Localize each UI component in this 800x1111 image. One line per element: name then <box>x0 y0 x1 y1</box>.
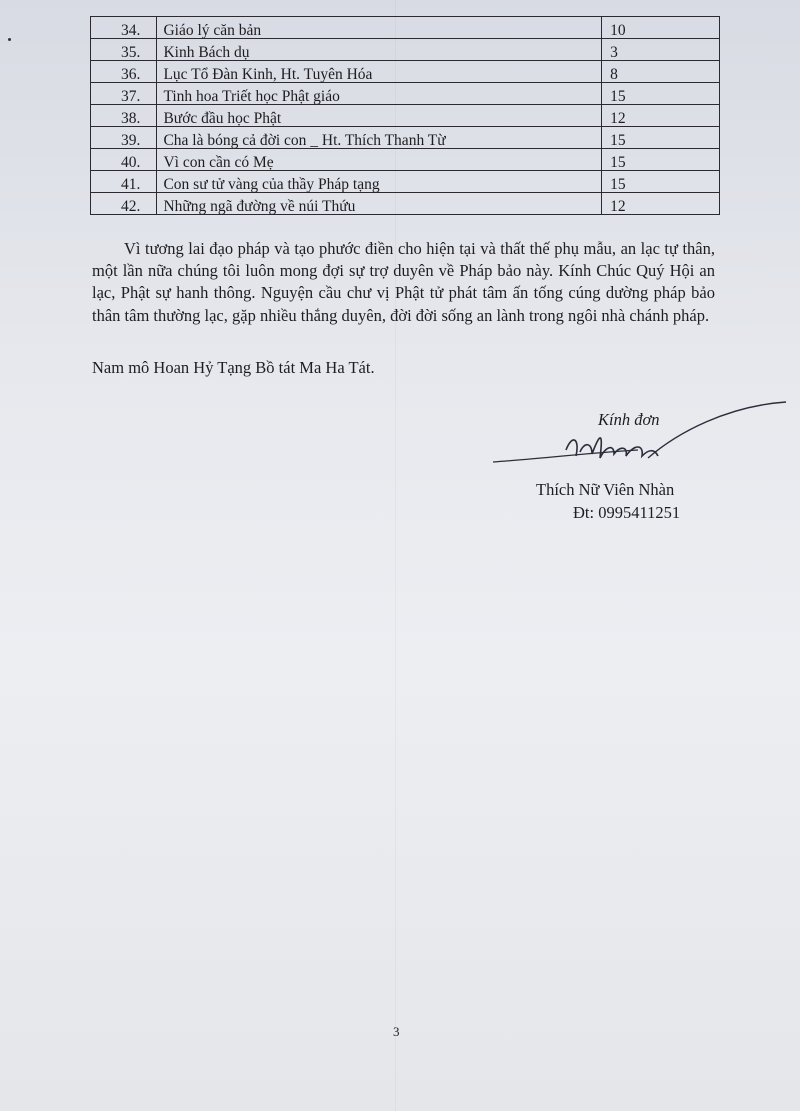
table-row <box>91 127 720 149</box>
table-row <box>91 171 720 193</box>
row-number: 40. <box>91 149 157 171</box>
page-number: 3 <box>393 1024 400 1039</box>
table-row <box>91 83 720 105</box>
book-list-table <box>90 16 720 215</box>
book-quantity: 15 <box>602 149 720 171</box>
book-quantity: 12 <box>602 193 720 215</box>
row-number: 38. <box>91 105 157 127</box>
row-number: 36. <box>91 61 157 83</box>
closing-line: Nam mô Hoan Hỷ Tạng Bồ tát Ma Ha Tát. <box>92 358 375 377</box>
row-number: 39. <box>91 127 157 149</box>
book-quantity: 10 <box>602 17 720 39</box>
book-title: Con sư tử vàng của thầy Pháp tạng <box>157 171 602 193</box>
book-title: Kinh Bách dụ <box>157 39 602 61</box>
table-row <box>91 61 720 83</box>
table-row <box>91 193 720 215</box>
row-number: 41. <box>91 171 157 193</box>
paper-mark <box>8 38 11 41</box>
body-paragraph: Vì tương lai đạo pháp và tạo phước điền cho hiện tại và thất thế phụ mẫu, an lạc tự thân, một lần nữa chúng tôi luôn mong đợi sự trợ duyên về Pháp bảo này. Kính Chúc Quý Hội an lạc, Phật sự hanh thông. Nguyện cầu chư vị Phật tử phát tâm ấn tống cúng dường pháp bảo thân tâm thường lạc, gặp nhiều thắng duyên, đời đời sống an lành trong ngôi nhà chánh pháp. <box>92 239 715 325</box>
book-quantity: 12 <box>602 105 720 127</box>
book-quantity: 15 <box>602 171 720 193</box>
handwritten-signature <box>488 392 788 472</box>
book-quantity: 8 <box>602 61 720 83</box>
table-row <box>91 17 720 39</box>
book-title: Bước đầu học Phật <box>157 105 602 127</box>
table-row <box>91 105 720 127</box>
book-title: Lục Tổ Đàn Kinh, Ht. Tuyên Hóa <box>157 61 602 83</box>
book-title: Cha là bóng cả đời con _ Ht. Thích Thanh Từ <box>157 127 602 149</box>
signer-name: Thích Nữ Viên Nhàn <box>536 480 675 499</box>
book-title: Tinh hoa Triết học Phật giáo <box>157 83 602 105</box>
row-number: 42. <box>91 193 157 215</box>
table-row <box>91 39 720 61</box>
book-title: Giáo lý căn bản <box>157 17 602 39</box>
book-quantity: 15 <box>602 83 720 105</box>
book-quantity: 15 <box>602 127 720 149</box>
table-row <box>91 149 720 171</box>
book-title: Vì con cần có Mẹ <box>157 149 602 171</box>
row-number: 35. <box>91 39 157 61</box>
signature-label: Kính đơn <box>598 410 660 429</box>
signer-phone: Đt: 0995411251 <box>573 503 681 522</box>
book-quantity: 3 <box>602 39 720 61</box>
row-number: 37. <box>91 83 157 105</box>
book-title: Những ngã đường về núi Thứu <box>157 193 602 215</box>
row-number: 34. <box>91 17 157 39</box>
